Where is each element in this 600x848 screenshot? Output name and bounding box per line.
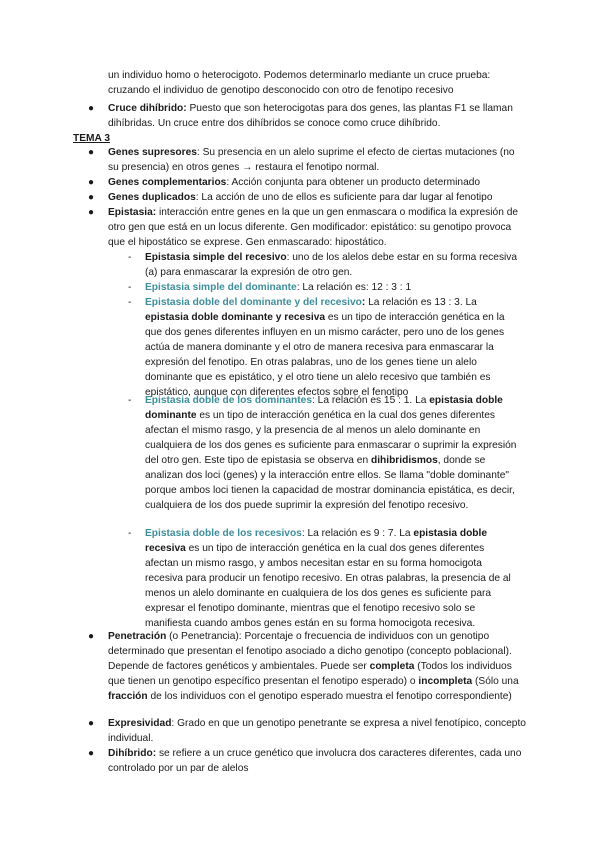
- bullet-icon: ●: [88, 147, 95, 158]
- sub-item-epistasia-simple-dominante: [128, 280, 525, 295]
- text-sub4-a: : La relación es 15 : 1. La: [312, 395, 430, 406]
- term-dihibrido: Dihíbrido:: [108, 748, 157, 759]
- def-complementarios: : Acción conjunta para obtener un producto determinado: [226, 177, 481, 188]
- bold-sub4-dihibridismos: dihibridismos: [370, 455, 438, 466]
- bold-incompleta: incompleta: [418, 676, 473, 687]
- bullet-icon: ●: [88, 718, 95, 729]
- text-pen-c: (Todos los individuos que tienen un genotipo específico presentan el fenotipo esperado) o: [108, 661, 512, 687]
- text-sub5-c: es un tipo de interacción genética en la cual dos genes diferentes afectan un mismo rasgo, y ambos necesitan estar en su forma homocigota recesiva para producir un fenotipo recesivo. En otras palabras, la presencia de al menos un alelo dominante en cualquiera de los dos genes es suficiente para expresar el fenotipo dominante, mientras que el fenotipo recesivo solo se manifiesta cuando ambos genes están en su forma homocigota recesiva.: [145, 543, 511, 629]
- text-sub3-c: es un tipo de interacción genética en la que dos genes diferentes influyen en un mismo carácter, pero uno de los genes actúa de manera dominante y el otro de manera recesiva para enmascarar la expresión del fenotipo. En otras palabras, uno de los genes tiene un alelo dominante que es epistático, y el otro tiene un alelo recesivo que también es epistático, aunque con diferentes efectos sobre el fenotipo: [145, 312, 505, 398]
- dash-icon: -: [128, 252, 132, 263]
- term-sub5: Epistasia doble de los recesivos: [145, 528, 302, 539]
- bullet-icon: ●: [88, 207, 95, 218]
- bold-fraccion: fracción: [108, 691, 148, 702]
- sub-item-epistasia-doble-dominantes: [128, 393, 520, 513]
- list-item-expresividad: [88, 716, 528, 746]
- term-sub2: Epistasia simple del dominante: [145, 282, 297, 293]
- intro-paragraph: [108, 68, 548, 98]
- term-supresores: Genes supresores: [108, 147, 197, 158]
- sub-item-epistasia-simple-recesivo: [128, 250, 520, 280]
- heading-tema-3: TEMA 3: [73, 133, 110, 144]
- dash-icon: -: [128, 395, 132, 406]
- def-duplicados: : La acción de uno de ellos es suficiente para dar lugar al fenotipo: [195, 192, 493, 203]
- list-item-penetracion: [88, 629, 526, 704]
- dash-icon: -: [128, 297, 132, 308]
- def-cruce: Puesto que son heterocigotas para dos genes, las plantas F1 se llaman dihíbridas. Un cruce entre dos dihíbridos se conoce como cruce dihíbrido.: [108, 103, 513, 129]
- text-sub5-a: : La relación es 9 : 7. La: [301, 528, 414, 539]
- intro-line-1: un individuo homo o heterocigoto. Podemos determinarlo mediante un cruce prueba:: [108, 70, 491, 81]
- dash-icon: -: [128, 282, 132, 293]
- def-sub1: : uno de los alelos debe estar en su forma recesiva (a) para enmascarar la expresión de otro gen.: [145, 252, 518, 278]
- bold-completa: completa: [369, 661, 415, 672]
- def-epistasia: interacción entre genes en la que un gen enmascara o modifica la expresión de otro gen que está en un locus diferente. Gen modificador: epistático: su genotipo provoca que el hipostático se exprese. Gen enmascarado: hipostático.: [108, 207, 519, 248]
- bold-sub4: epistasia doble dominante: [145, 395, 503, 421]
- term-cruce: Cruce dihíbrido:: [108, 103, 187, 114]
- term-sub3: Epistasia doble del dominante y del recesivo: [145, 297, 362, 308]
- term-expresividad: Expresividad: [108, 718, 172, 729]
- def-dihibrido: se refiere a un cruce genético que involucra dos caracteres diferentes, cada uno controlado por un par de alelos: [108, 748, 522, 774]
- list-item-genes-complementarios: [88, 175, 548, 190]
- list-item-cruce-dihibrido: [88, 101, 533, 131]
- bullet-icon: ●: [88, 631, 95, 642]
- sub-item-epistasia-doble-recesivos: [128, 526, 520, 631]
- list-item-dihibrido: [88, 746, 528, 776]
- section-heading: [73, 131, 110, 146]
- text-pen-g: de los individuos con el genotipo esperado muestra el fenotipo correspondiente): [147, 691, 512, 702]
- term-sub1: Epistasia simple del recesivo: [145, 252, 287, 263]
- text-pen-e: (Sólo una: [472, 676, 519, 687]
- term-duplicados: Genes duplicados: [108, 192, 196, 203]
- bullet-icon: ●: [88, 177, 95, 188]
- term-epistasia: Epistasia:: [108, 207, 157, 218]
- text-pen-a: (o Penetrancia): Porcentaje o frecuencia de individuos con un genotipo determinado que presentan el fenotipo asociado a dicho genotipo (concepto poblacional). Depende de factores genéticos y ambientales. Puede ser: [108, 631, 512, 672]
- intro-line-2: cruzando el individuo de genotipo desconocido con otro de fenotipo recesivo: [108, 85, 454, 96]
- colon-sub3: :: [361, 297, 366, 308]
- sub-item-epistasia-doble-dominante-recesivo: [128, 295, 520, 400]
- bullet-icon: ●: [88, 192, 95, 203]
- def-supresores: : Su presencia en un alelo suprime el efecto de ciertas mutaciones (no su presencia) en otros genes → restaura el fenotipo normal.: [108, 147, 515, 173]
- term-penetracion: Penetración: [108, 631, 167, 642]
- text-sub4-e: , donde se analizan dos loci (genes) y la interacción entre ellos. Se llama "doble dominante" porque ambos loci tienen la capacidad de mostrar dominancia epistática, es decir, cualquiera de los dos puede suprimir la expresión del fenotipo recesivo.: [145, 455, 515, 511]
- text-sub3-a: La relación es 13 : 3. La: [365, 297, 477, 308]
- def-sub2: : La relación es: 12 : 3 : 1: [296, 282, 412, 293]
- bold-sub3: epistasia doble dominante y recesiva: [145, 312, 326, 323]
- dash-icon: -: [128, 528, 132, 539]
- list-item-epistasia: [88, 205, 528, 250]
- list-item-genes-duplicados: [88, 190, 548, 205]
- list-item-genes-supresores: [88, 145, 528, 175]
- bullet-icon: ●: [88, 748, 95, 759]
- term-sub4: Epistasia doble de los dominantes: [145, 395, 312, 406]
- text-sub4-c: es un tipo de interacción genética en la cual dos genes diferentes afectan el mismo rasgo, y la presencia de al menos un alelo dominante en cualquiera de los dos genes es suficiente para enmascarar o suprimir la expresión del otro gen. Este tipo de epistasia se observa en: [145, 410, 517, 466]
- term-complementarios: Genes complementarios: [108, 177, 227, 188]
- def-expresividad: : Grado en que un genotipo penetrante se expresa a nivel fenotípico, concepto individual.: [108, 718, 526, 744]
- bold-sub5: epistasia doble recesiva: [145, 528, 488, 554]
- bullet-icon: ●: [88, 103, 95, 114]
